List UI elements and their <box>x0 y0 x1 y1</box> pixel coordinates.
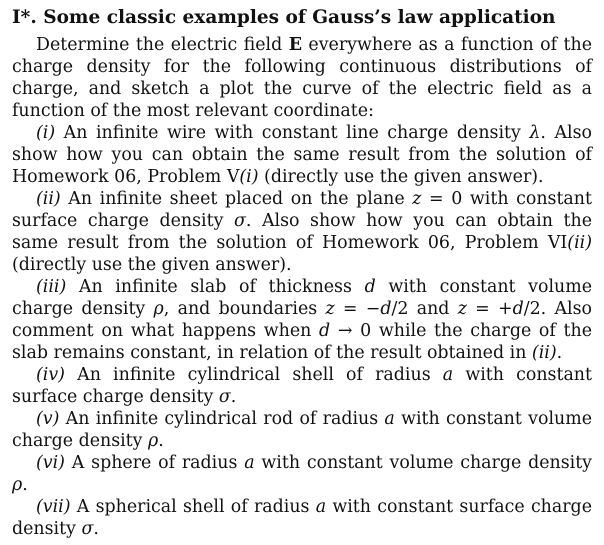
problem-item <box>12 188 592 276</box>
problem-intro <box>12 34 592 122</box>
intro-text-b: everywhere as a function of the charge density for the following continuous distributions of charge, and sketch a plot the curve of the electric field as a function of the most relevant coordinate: <box>12 35 592 121</box>
item-text: . Also show how you can obtain the same result from the solution of Homework 06, Problem V <box>12 123 592 187</box>
problem-item <box>12 452 592 496</box>
item-text: with constant volume charge density <box>12 409 592 451</box>
math-symbol: a <box>244 453 255 473</box>
item-text: . <box>230 387 237 407</box>
item-text: → 0 while the charge of the slab remains constant, in relation of the result obtained in <box>12 321 592 363</box>
math-symbol: ρ <box>153 299 164 319</box>
math-symbol: ρ <box>148 431 159 451</box>
math-symbol: d <box>319 321 331 341</box>
item-text: , and boundaries <box>163 299 326 319</box>
item-text: . Also show how you can obtain the same result from the solution of Homework 06, Problem VI <box>12 211 593 253</box>
item-text: = + <box>466 299 513 319</box>
problem-title: I*. Some classic examples of Gauss’s law application <box>12 7 556 28</box>
item-text: An infinite cylindrical rod of radius <box>59 409 385 429</box>
item-text: with constant surface charge density <box>12 497 592 539</box>
problem-item <box>12 408 592 452</box>
item-text: = 0 with constant surface charge density <box>12 189 592 231</box>
item-marker: (v) <box>36 409 60 429</box>
math-symbol: ρ <box>12 475 23 495</box>
math-symbol: z <box>325 299 335 319</box>
math-symbol: σ <box>233 211 246 231</box>
item-text: . <box>22 475 28 495</box>
math-symbol: a <box>384 409 395 429</box>
math-symbol: d <box>380 299 392 319</box>
item-text: (directly use the given answer). <box>12 255 292 275</box>
math-symbol: λ <box>529 123 541 143</box>
math-symbol: (ii) <box>567 233 592 253</box>
problem-item <box>12 364 592 408</box>
item-text: /2. Also comment on what happens when <box>12 299 592 341</box>
item-text: A sphere of radius <box>64 453 245 473</box>
item-marker: (ii) <box>36 189 61 209</box>
item-text: with constant volume charge density <box>12 277 592 319</box>
item-text: An infinite sheet placed on the plane <box>60 189 413 209</box>
item-text: . <box>158 431 164 451</box>
math-symbol: σ <box>218 387 231 407</box>
math-symbol: z <box>457 299 467 319</box>
item-marker: (vi) <box>36 453 65 473</box>
intro-text-a: Determine the electric field <box>36 35 289 55</box>
item-marker: (vii) <box>36 497 71 517</box>
item-text: /2 and <box>391 299 458 319</box>
math-symbol: d <box>512 299 524 319</box>
item-marker: (iii) <box>36 277 67 297</box>
item-text: . <box>556 343 563 363</box>
math-symbol: a <box>315 497 327 517</box>
problem-item <box>12 276 592 364</box>
item-text: An infinite wire with constant line charge density <box>55 123 530 143</box>
item-text: An infinite slab of thickness <box>66 277 365 297</box>
math-symbol: a <box>442 365 454 385</box>
item-text: An infinite cylindrical shell of radius <box>64 365 443 385</box>
item-text: . <box>93 519 99 539</box>
math-symbol: (ii) <box>531 343 557 363</box>
field-symbol: E <box>288 35 302 55</box>
math-symbol: (i) <box>239 167 259 187</box>
math-symbol: d <box>364 277 376 297</box>
math-symbol: z <box>412 189 422 209</box>
item-marker: (iv) <box>36 365 65 385</box>
problem-item <box>12 496 592 540</box>
item-marker: (i) <box>36 123 56 143</box>
item-text: with constant surface charge density <box>12 365 592 407</box>
item-list <box>12 122 592 540</box>
item-text: = − <box>334 299 381 319</box>
item-text: with constant volume charge density <box>254 453 593 473</box>
item-text: A spherical shell of radius <box>70 497 316 517</box>
item-text: (directly use the given answer). <box>258 167 544 187</box>
problem-item <box>12 122 592 188</box>
math-symbol: σ <box>81 519 94 539</box>
